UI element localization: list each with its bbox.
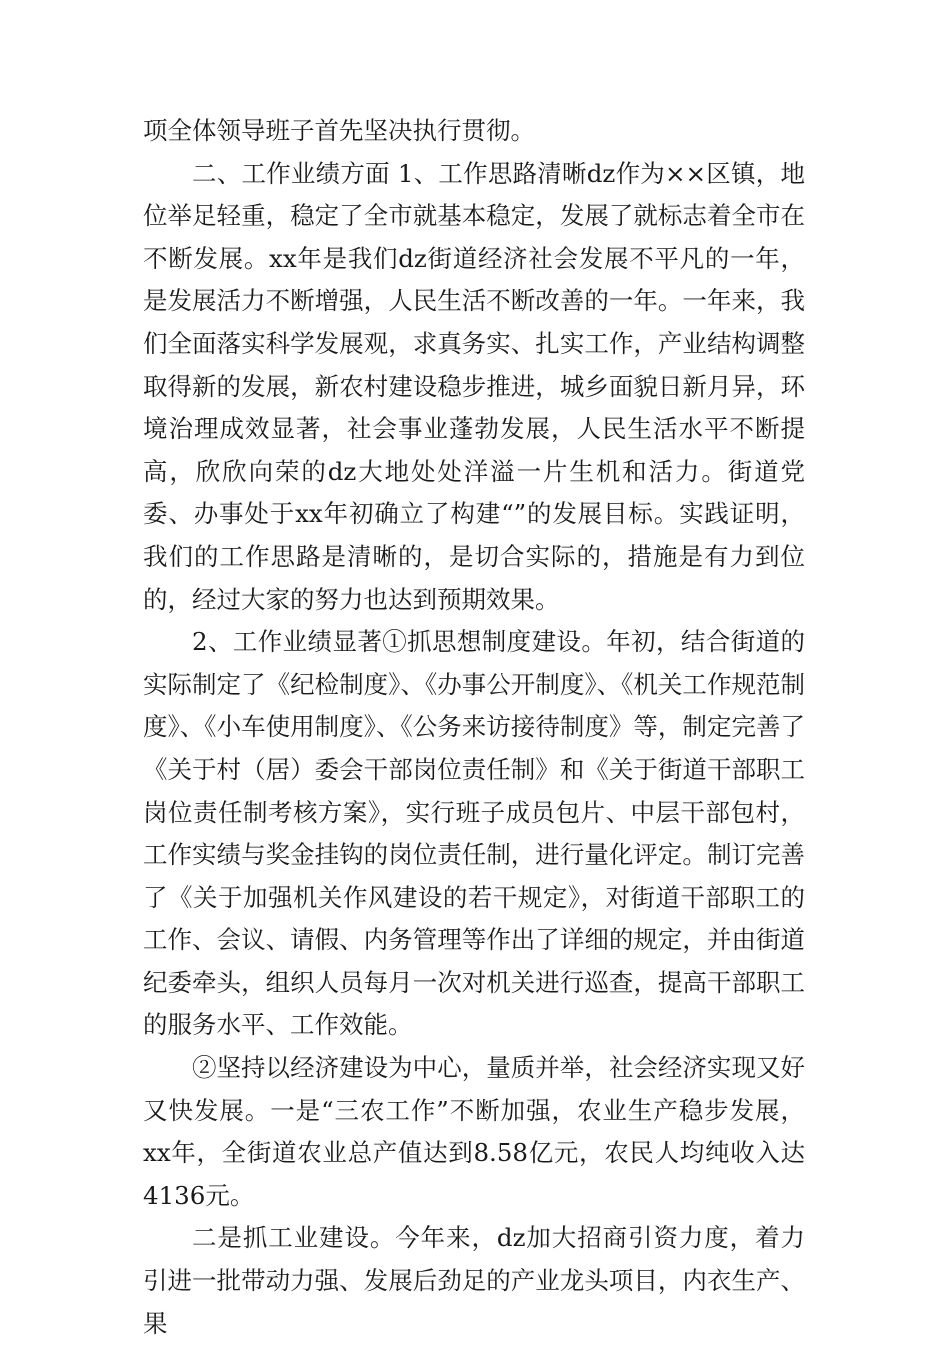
paragraph-continuation: 项全体领导班子首先坚决执行贯彻。 <box>143 116 535 145</box>
paragraph-work-performance: 二、工作业绩方面 1、工作思路清晰dz作为××区镇，地位举足轻重，稳定了全市就基本稳定，发展了就标志着全市在不断发展。xx年是我们dz街道经济社会发展不平凡的一年，是发展活力不断增强，人民生活不断改善的一年。一年来，我们全面落实科学发展观，求真务实、扎实工作，产业结构调整取得新的发展，新农村建设稳步推进，城乡面貌日新月异，环境治理成效显著，社会事业蓬勃发展，人民生活水平不断提高，欣欣向荣的dz大地处处洋溢一片生机和活力。街道党委、办事处于xx年初确立了构建“”的发展目标。实践证明，我们的工作思路是清晰的，是切合实际的，措施是有力到位的，经过大家的努力也达到预期效果。 <box>143 158 805 614</box>
paragraph-notable-achievements: 2、工作业绩显著①抓思想制度建设。年初，结合街道的实际制定了《纪检制度》、《办事公开制度》、《机关工作规范制度》、《小车使用制度》、《公务来访接待制度》等，制定完善了《关于村（居）委会干部岗位责任制》和《关于街道干部职工岗位责任制考核方案》，实行班子成员包片、中层干部包村，工作实绩与奖金挂钩的岗位责任制，进行量化评定。制订完善了《关于加强机关作风建设的若干规定》，对街道干部职工的工作、会议、请假、内务管理等作出了详细的规定，并由街道纪委牵头，组织人员每月一次对机关进行巡查，提高干部职工的服务水平、工作效能。 <box>143 627 805 1040</box>
paragraph-economic-development: ②坚持以经济建设为中心，量质并举，社会经济实现又好又快发展。一是“三农工作”不断加强，农业生产稳步发展，xx年，全街道农业总产值达到8.58亿元，农民人均纯收入达4136元。 <box>143 1053 805 1210</box>
document-body <box>143 110 805 1345</box>
paragraph-industrial-construction: 二是抓工业建设。今年来，dz加大招商引资力度，着力引进一批带动力强、发展后劲足的产业龙头项目，内衣生产、果 <box>143 1223 805 1338</box>
